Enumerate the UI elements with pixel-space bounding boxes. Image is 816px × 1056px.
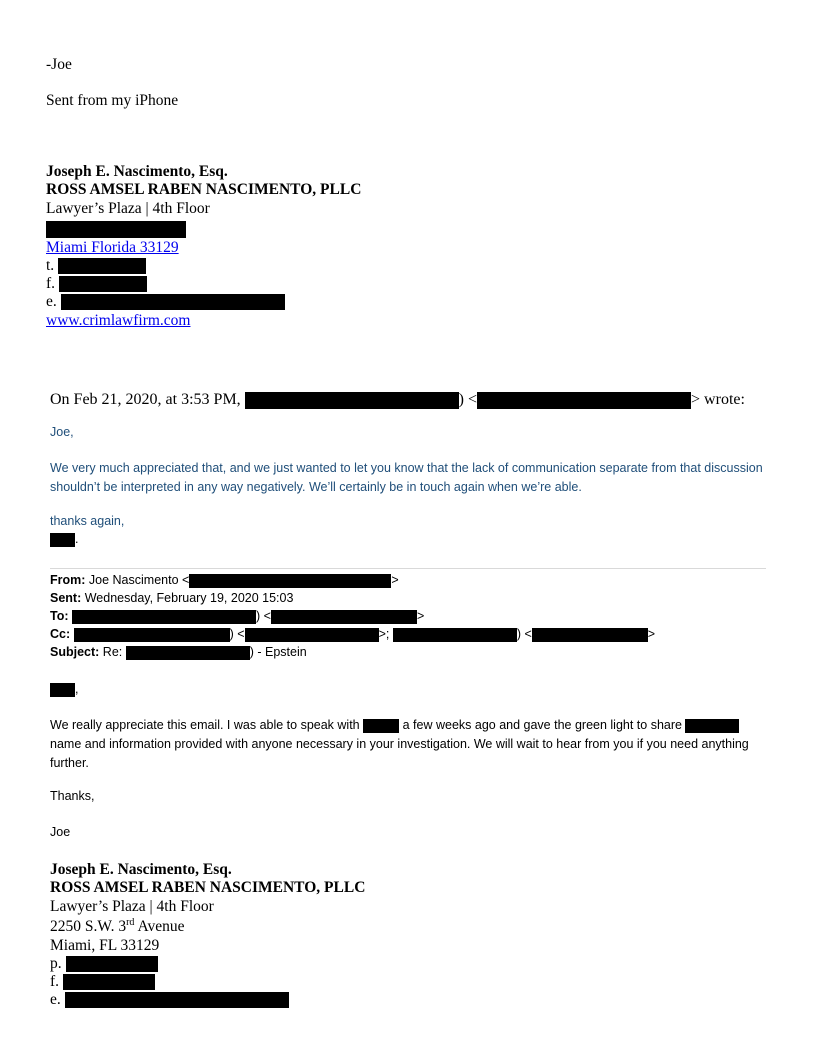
sent-from: Sent from my iPhone: [46, 92, 179, 109]
quote1-date: On Feb 21, 2020, at 3:53 PM,: [50, 391, 241, 408]
redaction-block: [50, 533, 75, 547]
quote1-bracket: ) <: [458, 391, 478, 408]
redaction-block: [126, 646, 250, 660]
sig1-address: Lawyer’s Plaza | 4th Floor: [46, 200, 210, 217]
hdr-to: [50, 609, 424, 624]
sig1-firm: ROSS AMSEL RABEN NASCIMENTO, PLLC: [46, 181, 362, 198]
para-part-a: We really appreciate this email. I was able to speak with: [50, 718, 360, 732]
sig2-fax: [50, 973, 155, 991]
redaction-block: [74, 628, 230, 642]
redaction-block: [58, 258, 146, 274]
quote1-closing: thanks again,: [50, 514, 125, 528]
para-part-c: name and information provided with anyone necessary in your investigation. We will wait to hear from you if you need anything further.: [50, 737, 749, 770]
quote1-header: [50, 391, 745, 409]
sig2-phone: [50, 955, 158, 973]
street-number: 2250 S.W. 3: [50, 918, 127, 935]
bracket: ) <: [229, 627, 245, 641]
sig1-email: [46, 293, 285, 311]
bracket: >: [391, 573, 399, 587]
redaction-block: [189, 574, 391, 588]
to-label: To:: [50, 609, 69, 623]
bracket: ) <: [256, 609, 271, 623]
subject-prefix: Re:: [102, 645, 123, 659]
sig2-name: Joseph E. Nascimento, Esq.: [50, 861, 232, 878]
sig1-name: Joseph E. Nascimento, Esq.: [46, 163, 228, 180]
quote1-sig-dot: .: [75, 532, 79, 546]
hdr-cc: [50, 627, 655, 642]
redaction-block: [46, 221, 186, 238]
phone-label: t.: [46, 257, 55, 274]
fax-label: f.: [50, 973, 60, 990]
quote1-wrote: > wrote:: [691, 391, 745, 408]
redaction-block: [477, 392, 691, 409]
redaction-block: [532, 628, 648, 642]
redaction-block: [685, 719, 739, 733]
redaction-block: [65, 992, 289, 1008]
sig2-email: [50, 991, 289, 1009]
phone-label: p.: [50, 955, 62, 972]
street-name: Avenue: [134, 918, 185, 935]
email-label: e.: [50, 991, 61, 1008]
sig2-address1: Lawyer’s Plaza | 4th Floor: [50, 898, 214, 915]
hdr-subject: [50, 645, 307, 660]
redaction-block: [363, 719, 399, 733]
subject-suffix: ) - Epstein: [249, 645, 307, 659]
redaction-block: [393, 628, 517, 642]
bracket: >: [647, 627, 656, 641]
from-value: Joe Nascimento <: [88, 573, 190, 587]
header-divider: [50, 568, 766, 569]
quote1-body: We very much appreciated that, and we just wanted to let you know that the lack of communication separate from that discussion shouldn’t be interpreted in any way negatively. We’ll certainly be in touch again when we’re able.: [50, 461, 763, 494]
bracket: ) <: [516, 627, 532, 641]
redaction-block: [66, 956, 158, 972]
fax-label: f.: [46, 275, 56, 292]
ordinal-suffix: rd: [126, 917, 135, 928]
redaction-block: [245, 628, 379, 642]
para-part-b: a few weeks ago and gave the green light to share: [402, 718, 682, 732]
quote2-greeting: [50, 682, 78, 697]
sig2-city: Miami, FL 33129: [50, 937, 160, 954]
quote2-paragraph: [50, 716, 770, 773]
sig2-address2: [50, 918, 185, 936]
sig1-phone: [46, 257, 146, 275]
sig1-redacted-street: [46, 220, 186, 238]
redaction-block: [50, 683, 75, 697]
quote2-thanks: Thanks,: [50, 789, 95, 803]
bracket: >: [416, 609, 425, 623]
redaction-block: [63, 974, 155, 990]
redaction-block: [245, 392, 459, 409]
quote1-greeting: Joe,: [50, 425, 74, 439]
redaction-block: [61, 294, 285, 310]
hdr-sent: [50, 591, 293, 605]
sent-label: Sent:: [50, 591, 82, 605]
quote1-sig: [50, 532, 78, 547]
sig1-website-link[interactable]: www.crimlawfirm.com: [46, 312, 191, 329]
redaction-block: [59, 276, 147, 292]
separator: >;: [378, 627, 390, 641]
redaction-block: [72, 610, 256, 624]
subject-label: Subject:: [50, 645, 100, 659]
quote2-name: Joe: [50, 825, 71, 839]
cc-label: Cc:: [50, 627, 71, 641]
sig2-firm: ROSS AMSEL RABEN NASCIMENTO, PLLC: [50, 879, 366, 896]
sig1-fax: [46, 275, 147, 293]
email-label: e.: [46, 293, 57, 310]
redaction-block: [271, 610, 417, 624]
signoff: -Joe: [46, 56, 72, 73]
hdr-from: [50, 573, 399, 588]
sent-value: Wednesday, February 19, 2020 15:03: [84, 591, 294, 605]
from-label: From:: [50, 573, 86, 587]
sig1-city-link[interactable]: Miami Florida 33129: [46, 239, 179, 256]
greeting-comma: ,: [75, 682, 79, 696]
